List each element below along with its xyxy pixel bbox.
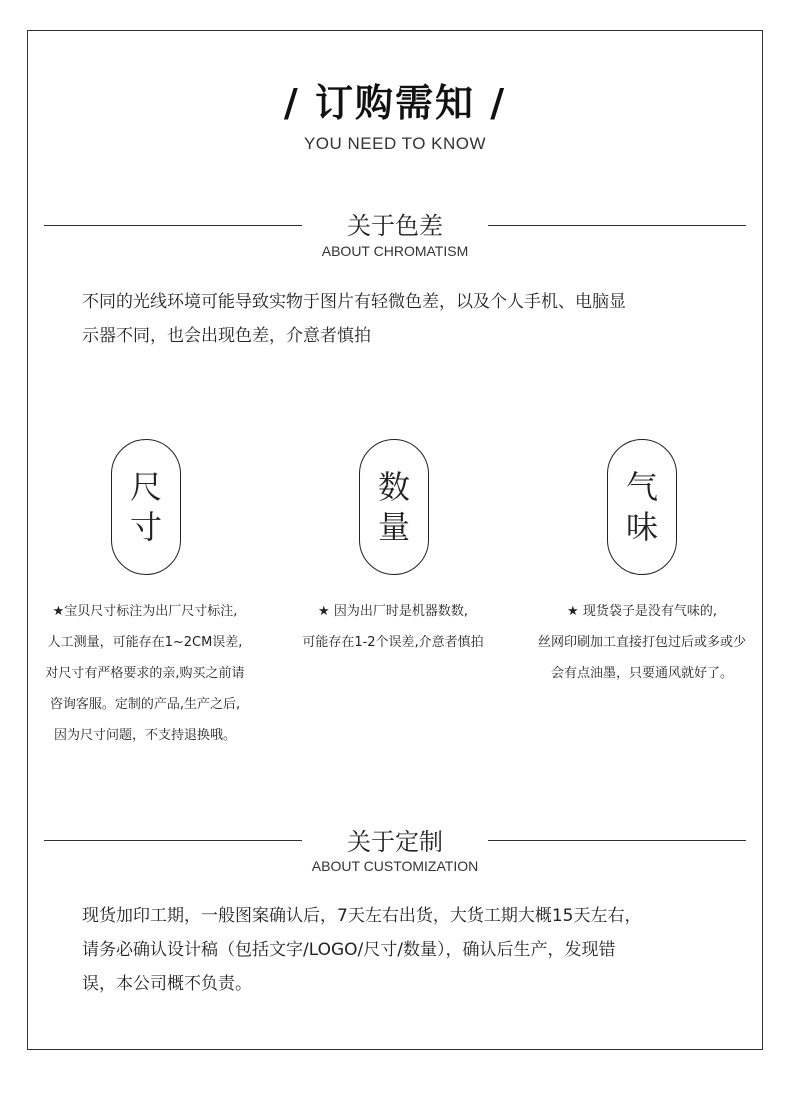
feature-text-size [40, 596, 250, 751]
text-line: 丝网印刷加工直接打包过后或多或少 [537, 635, 746, 650]
pill-quantity [359, 439, 429, 575]
text-line: 现货加印工期，一般图案确认后，7天左右出货，大货工期大概15天左右， [82, 906, 642, 926]
text-line: 因为尺寸问题，不支持退换哦。 [53, 728, 236, 743]
pill-smell [607, 439, 677, 575]
text-line: ★ 现货袋子是没有气味的, [567, 604, 717, 619]
section-subtitle-customization: ABOUT CUSTOMIZATION [311, 858, 479, 874]
pill-char: 寸 [129, 508, 162, 546]
section-subtitle-chromatism: ABOUT CHROMATISM [321, 243, 469, 259]
text-line: 示器不同，也会出现色差，介意者慎拍 [82, 326, 371, 346]
pill-char: 尺 [129, 468, 162, 506]
page-subtitle: YOU NEED TO KNOW [303, 134, 487, 153]
section-title-customization: 关于定制 [347, 828, 443, 856]
text-line: 可能存在1-2个误差,介意者慎拍 [302, 635, 484, 650]
section-title-chromatism: 关于色差 [347, 212, 443, 240]
text-line: 对尺寸有严格要求的亲,购买之前请 [45, 666, 245, 681]
text-line: ★ 因为出厂时是机器数数, [318, 604, 468, 619]
text-line: 请务必确认设计稿（包括文字/LOGO/尺寸/数量），确认后生产，发现错 [82, 940, 616, 960]
text-line: 人工测量，可能存在1~2CM误差, [47, 635, 243, 650]
text-line: 会有点油墨，只要通风就好了。 [550, 666, 733, 681]
text-line: 误，本公司概不负责。 [82, 974, 252, 994]
feature-text-smell [522, 596, 762, 689]
text-line: ★宝贝尺寸标注为出厂尺寸标注, [52, 604, 238, 619]
pill-size [111, 439, 181, 575]
pill-char: 味 [625, 508, 658, 546]
pill-char: 气 [625, 468, 658, 506]
feature-text-quantity [285, 596, 501, 658]
chromatism-text [82, 285, 732, 353]
pill-char: 量 [377, 508, 410, 546]
text-line: 不同的光线环境可能导致实物于图片有轻微色差，以及个人手机、电脑显 [82, 292, 626, 312]
page-title: / 订购需知 / [283, 81, 507, 125]
customization-text [82, 899, 732, 1001]
text-line: 咨询客服。定制的产品,生产之后, [49, 697, 241, 712]
pill-char: 数 [377, 468, 410, 506]
